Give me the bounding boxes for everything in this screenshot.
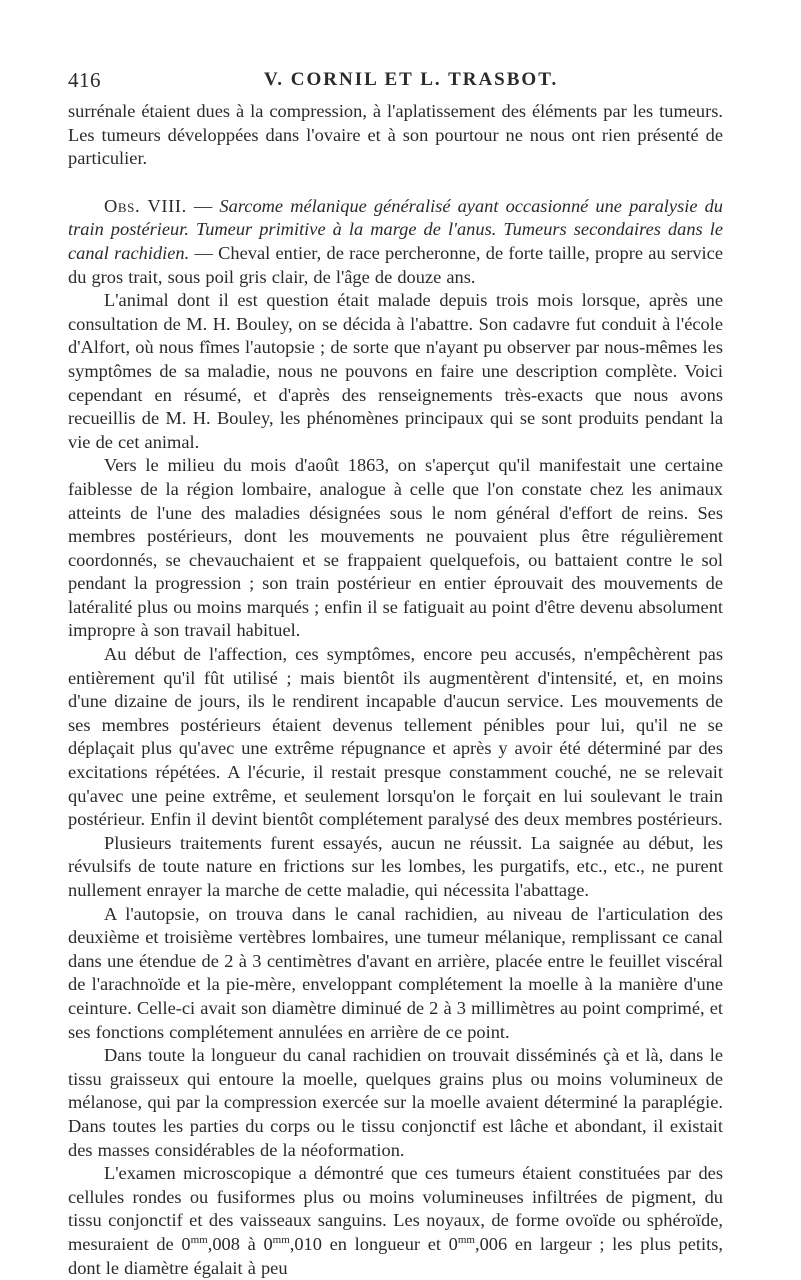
unit-mm-2: mm bbox=[272, 1233, 290, 1246]
microscopy-text-d: ,006 en largeur ; les plus petits, dont le diamètre égalait à peu bbox=[68, 1233, 723, 1278]
unit-mm-1: mm bbox=[190, 1233, 208, 1246]
paragraph-dissemination: Dans toute la longueur du canal rachidien on trouvait disséminés çà et là, dans le tissu graisseux qui entoure la moelle, quelques grains plus ou moins volumineux de mélanose, qui par la compression exercée sur la moelle avaient déterminé la paraplégie. Dans toutes les parties du corps ou le tissu conjonctif est lâche et abondant, il existait des masses considérables de la néoformation. bbox=[68, 1045, 723, 1160]
microscopy-text-a: L'examen microscopique a démontré que ces tumeurs étaient constituées par des cellules rondes ou fusiformes plus ou moins volumineuses infiltrées de pigment, du tissu conjonctif et des vaisseaux sanguins. Les noyaux, de forme ovoïde ou sphéroïde, mesuraient de 0 bbox=[68, 1163, 723, 1254]
observation-title: Sarcome mélanique généralisé ayant occasionné une paralysie du train postérieur. Tumeur primitive à la marge de l'anus. Tumeurs secondaires dans le canal rachidien. bbox=[68, 195, 724, 263]
running-head bbox=[68, 60, 723, 100]
paragraph-autopsy: A l'autopsie, on trouva dans le canal rachidien, au niveau de l'articulation des deuxième et troisième vertèbres lombaires, une tumeur mélanique, remplissant ce canal dans une étendue de 2 à 3 centimètres d'avant en arrière, placée entre le feuillet viscéral de l'arachnoïde et la pie-mère, enveloppant complétement la moelle à la manière d'une ceinture. Celle-ci avait son diamètre diminué de 2 à 3 millimètres au point comprimé, et ses fonctions complétement annulées en arrière de ce point. bbox=[68, 903, 723, 1042]
paragraph-continuation: surrénale étaient dues à la compression, à l'aplatissement des éléments par les tumeurs. Les tumeurs développées dans l'ovaire et à son pourtour ne nous ont rien présenté de particulier. bbox=[68, 101, 723, 169]
paragraph-symptoms: Vers le milieu du mois d'août 1863, on s'aperçut qu'il manifestait une certaine faiblesse de la région lombaire, analogue à celle que l'on constate chez les animaux atteints de l'une des maladies désignées sous le nom général d'effort de reins. Ses membres postérieurs, dont les mouvements ne pouvaient plus être régulièrement coordonnés, se chevauchaient et se frappaient quelquefois, ou battaient contre le sol pendant la progression ; son train postérieur en entier éprouvait des mouvements de latéralité plus ou moins marqués ; enfin il se fatiguait au point d'être devenu absolument impropre à son travail habituel. bbox=[68, 455, 723, 641]
page-number: 416 bbox=[68, 68, 101, 92]
unit-mm-3: mm bbox=[457, 1233, 475, 1246]
microscopy-text-c: ,010 en longueur et 0 bbox=[289, 1233, 458, 1254]
paragraph-microscopy bbox=[68, 1162, 723, 1280]
paragraph-treatment: Plusieurs traitements furent essayés, aucun ne réussit. La saignée au début, les révulsifs de toute nature en frictions sur les lombes, les purgatifs, etc., etc., ne purent nullement enrayer la marche de cette maladie, qui nécessita l'abattage. bbox=[68, 832, 723, 900]
paragraph-history: L'animal dont il est question était malade depuis trois mois lorsque, après une consultation de M. H. Bouley, on se décida à l'abattre. Son cadavre fut conduit à l'école d'Alfort, où nous fîmes l'autopsie ; de sorte que n'ayant pu observer par nous-mêmes les symptômes de sa maladie, nous ne pouvons en faire une description complète. Voici cependant en résumé, et d'après des renseignements très-exacts que nous avons recueillis de M. H. Bouley, les phénomènes principaux qui se sont produits pendant la vie de cet animal. bbox=[68, 290, 723, 452]
observation-description: — Cheval entier, de race percheronne, de forte taille, propre au service du gros trait, sous poil gris clair, de l'âge de douze ans. bbox=[68, 242, 723, 287]
microscopy-text-b: ,008 à 0 bbox=[207, 1233, 273, 1254]
observation-label: Obs. VIII. bbox=[104, 195, 187, 216]
paragraph-progression: Au début de l'affection, ces symptômes, encore peu accusés, n'empêchèrent pas entièrement qu'il fût utilisé ; mais bientôt ils augmentèrent d'intensité, et, en moins d'une dizaine de jours, ils le rendirent incapable d'aucun service. Les mouvements de ses membres postérieurs étaient devenus tellement pénibles pour lui, qu'il ne se déplaçait plus qu'avec une extrême répugnance et après y avoir été déterminé par des excitations répétées. A l'écurie, il restait presque constamment couché, ne se relevait qu'avec une peine extrême, et seulement lorsqu'on le forçait en lui soulevant le train postérieur. Enfin il devint bientôt complétement paralysé des deux membres postérieurs. bbox=[68, 644, 723, 830]
running-title: V. CORNIL ET L. TRASBOT. bbox=[264, 69, 559, 90]
body-text bbox=[68, 100, 723, 1280]
observation-dash: — bbox=[186, 195, 220, 216]
observation-heading bbox=[68, 195, 723, 289]
